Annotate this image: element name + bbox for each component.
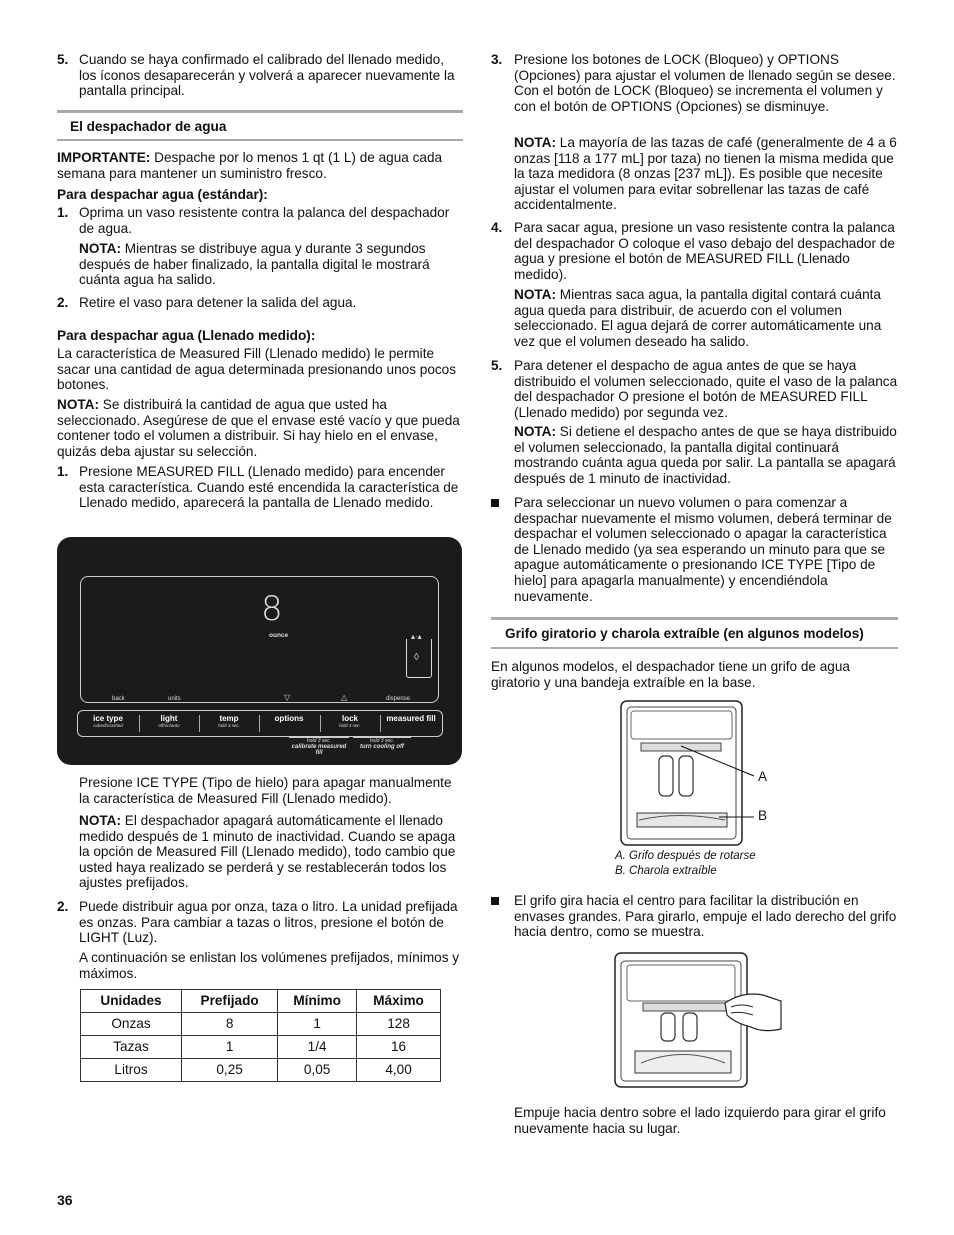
- bullet-icon: [491, 897, 499, 905]
- faucet-intro: En algunos modelos, el despachador tiene un grifo de agua giratorio y una bandeja extraíble en la base.: [491, 659, 850, 690]
- table-row: Litros 0,25 0,05 4,00: [81, 1059, 441, 1082]
- importante-paragraph: IMPORTANTE: Despache por lo menos 1 qt (1 L) de agua cada semana para mantener un suministro fresco.: [57, 150, 443, 181]
- page-number: 36: [57, 1192, 73, 1208]
- screen-label-back: back: [112, 696, 125, 702]
- section-title-water-dispenser: El despachador de agua: [70, 119, 227, 134]
- button-row: [77, 710, 443, 737]
- light-button[interactable]: light off/on/auto: [158, 714, 180, 728]
- subheading-standard: Para despachar agua (estándar):: [57, 187, 268, 202]
- table-header-row: Unidades Prefijado Mínimo Máximo: [81, 990, 441, 1013]
- table-intro: A continuación se enlistan los volúmenes prefijados, mínimos y máximos.: [79, 950, 460, 981]
- measured-fill-intro: La característica de Measured Fill (Llenado medido) le permite sacar una cantidad de agua determinada presionando unos pocos botones.: [57, 346, 457, 393]
- options-button[interactable]: options: [274, 714, 304, 723]
- section-rule: [491, 617, 898, 620]
- screen-label-units: units: [168, 696, 181, 702]
- display-screen: [80, 576, 439, 703]
- temp-button[interactable]: temp hold 3 sec.: [218, 714, 240, 728]
- ice-type-button[interactable]: ice type cubed/crushed: [93, 714, 123, 728]
- note-std-1: NOTA: Mientras se distribuye agua y durante 3 segundos después de haber finalizado, la pantalla digital le mostrará cuánta agua ha salido.: [79, 241, 430, 288]
- section-rule: [57, 139, 463, 141]
- subheading-measured-fill: Para despachar agua (Llenado medido):: [57, 328, 316, 343]
- section-rule: [57, 110, 463, 113]
- note-r5: NOTA: Si detiene el despacho antes de que se haya distribuido el volumen seleccionado, la pantalla digital continuará mostrando cuánta agua queda por salir. La pantalla se apagará después de 1 minuto de inactividad.: [514, 424, 897, 486]
- final-instruction: Empuje hacia dentro sobre el lado izquierdo para girar el grifo nuevamente hacia su lugar.: [514, 1105, 886, 1136]
- volume-table: [80, 989, 441, 1082]
- hold-calibrate-label: hold 3 sec. calibrate measured fill: [289, 737, 349, 756]
- caption-b: B. Charola extraíble: [615, 865, 717, 877]
- measured-fill-button[interactable]: measured fill: [386, 714, 436, 723]
- screen-label-dispense: dispense: [386, 696, 411, 702]
- section-rule: [491, 647, 898, 649]
- table-row: Tazas 1 1/4 16: [81, 1036, 441, 1059]
- hand-pushing-faucet-illustration: [613, 951, 783, 1091]
- paragraph: Cuando se haya confirmado el calibrado del llenado medido, los íconos desaparecerán y volverá a aparecer nuevamente la pantalla principal.: [79, 52, 455, 99]
- section-title-faucet: Grifo giratorio y charola extraíble (en algunos modelos): [505, 626, 864, 641]
- dispenser-faucet-illustration: [619, 699, 779, 849]
- up-arrow-icon: △: [341, 693, 348, 702]
- bullet-new-volume: Para seleccionar un nuevo volumen o para comenzar a despachar nuevamente el mismo volumen, deberá terminar de despachar el volumen seleccionado o apagar la característica de Llenado medido (ya sea esperando un minuto para que se apague automáticamente o presionando ICE TYPE [Tipo de hielo] para apagarla manualmente) y encendiéndola nuevamente.: [514, 495, 892, 604]
- note-r4: NOTA: Mientras saca agua, la pantalla digital contará cuánta agua queda para distribuir, de acuerdo con el volumen seleccionado. El agua dejará de correr automáticamente una vez que el volumen deseado ha salido.: [514, 287, 882, 349]
- dispenser-control-panel: [57, 537, 462, 765]
- bullet-faucet-rotate: El grifo gira hacia el centro para facilitar la distribución en envases grandes. Para girarlo, empuje el lado derecho del grifo hacia dentro, como se muestra.: [514, 893, 897, 940]
- unit-label: ounce: [269, 632, 289, 639]
- down-arrow-icon: ▽: [284, 693, 291, 702]
- pitcher-icon: ▴·▴ ◊: [406, 639, 432, 678]
- lock-button[interactable]: lock hold 3 sec.: [339, 714, 361, 728]
- caption-a: A. Grifo después de rotarse: [615, 850, 756, 862]
- auto-off-note: NOTA: El despachador apagará automáticamente el llenado medido después de 1 minuto de inactividad. Cuando se apaga la opción de Measured Fill (Llenado medido), todo cambio que usted haya realizado se perderá y se restablecerán todos los ajustes prefijados.: [79, 813, 456, 891]
- figure-label-b: B: [758, 808, 768, 823]
- seven-segment-digit: 8: [261, 589, 283, 629]
- hold-cooling-off-label: hold 3 sec. turn cooling off: [353, 737, 411, 750]
- measured-fill-note: NOTA: Se distribuirá la cantidad de agua que usted ha seleccionado. Asegúrese de que el envase esté vacío y que pueda contener todo el volumen a distribuir. Si hay hielo en el envase, quizás deba ajustar su selección.: [57, 397, 460, 459]
- bullet-icon: [491, 499, 499, 507]
- after-panel-text: Presione ICE TYPE (Tipo de hielo) para apagar manualmente la característica de Measured Fill (Llenado medido).: [79, 775, 452, 806]
- figure-label-a: A: [758, 769, 768, 784]
- note-r3: NOTA: La mayoría de las tazas de café (generalmente de 4 a 6 onzas [118 a 177 mL] por taza) no tienen la misma medida que la taza medidora (8 onzas [237 mL]). Es posible que necesite ajustar el volumen para evitar sobrellenar las tazas de café accidentalmente.: [514, 135, 897, 213]
- table-row: Onzas 8 1 128: [81, 1013, 441, 1036]
